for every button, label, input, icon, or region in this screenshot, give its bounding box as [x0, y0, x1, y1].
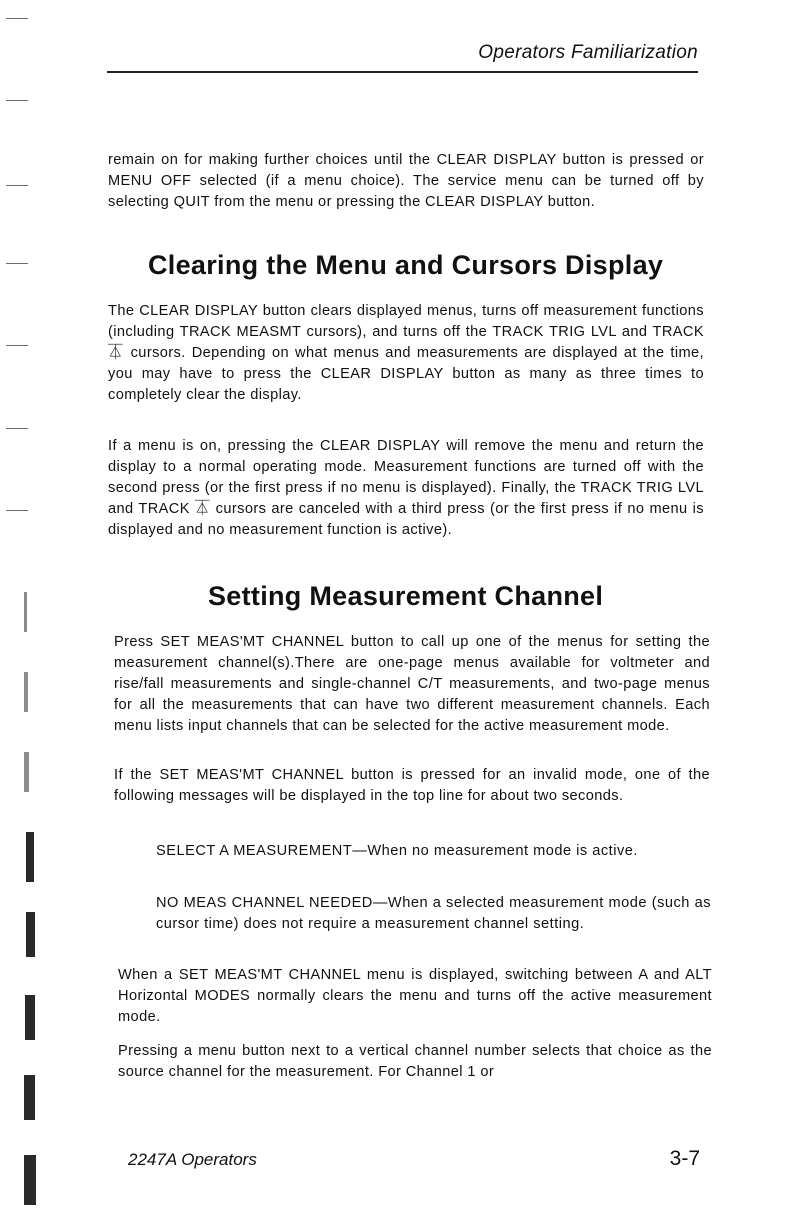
intro-paragraph — [108, 150, 704, 213]
intro-text: remain on for making further choices until the CLEAR DISPLAY button is pressed or MENU OFF selected (if a menu choice). The service menu can be turned off by selecting QUIT from the menu or pressing the CLEAR DISPLAY button. — [108, 152, 704, 210]
header-rule — [107, 71, 698, 73]
scan-edge — [0, 0, 40, 1224]
running-header: Operators Familiarization — [478, 42, 698, 63]
channel-paragraph-1: Press SET MEAS'MT CHANNEL button to call up one of the menus for setting the measurement channel(s).There are one-page menus available for voltmeter and rise/fall measurements and single-channel C/T measurements, and two-page menus for all the measurements that can have two different measurement channels. Each menu lists input channels that can be selected for the active measurement mode. — [114, 634, 710, 734]
channel-paragraph-3: When a SET MEAS'MT CHANNEL menu is displayed, switching between A and ALT Horizontal MODES normally clears the menu and turns off the active measurement mode. — [118, 967, 712, 1025]
channel-paragraph-2: If the SET MEAS'MT CHANNEL button is pressed for an invalid mode, one of the following messages will be displayed in the top line for about two seconds. — [114, 767, 710, 804]
clearing-paragraph-1: The CLEAR DISPLAY button clears displayed menus, turns off measurement functions (including TRACK MEASMT cursors), and turns off the TRACK TRIG LVL and TRACK ⏄ cursors. Depending on what menus and measurements are displayed at the time, you may have to press the CLEAR DISPLAY button as many as three times to completely clear the display. — [108, 303, 704, 403]
section-heading-channel: Setting Measurement Channel — [208, 581, 604, 611]
message-select-measurement: SELECT A MEASUREMENT—When no measurement mode is active. — [156, 843, 638, 859]
section-heading-clearing: Clearing the Menu and Cursors Display — [148, 250, 664, 280]
page-number: 3-7 — [669, 1147, 700, 1170]
footer-manual-title: 2247A Operators — [128, 1150, 257, 1169]
message-no-meas-channel: NO MEAS CHANNEL NEEDED—When a selected measurement mode (such as cursor time) does not require a measurement channel setting. — [156, 895, 711, 932]
channel-paragraph-4: Pressing a menu button next to a vertical channel number selects that choice as the source channel for the measurement. For Channel 1 or — [118, 1043, 712, 1080]
clearing-paragraph-2: If a menu is on, pressing the CLEAR DISPLAY will remove the menu and return the display to a normal operating mode. Measurement functions are turned off with the second press (or the first press if no menu is displayed). Finally, the TRACK TRIG LVL and TRACK ⏄ cursors are canceled with a third press (or the first press if no menu is displayed and no measurement function is active). — [108, 438, 704, 538]
